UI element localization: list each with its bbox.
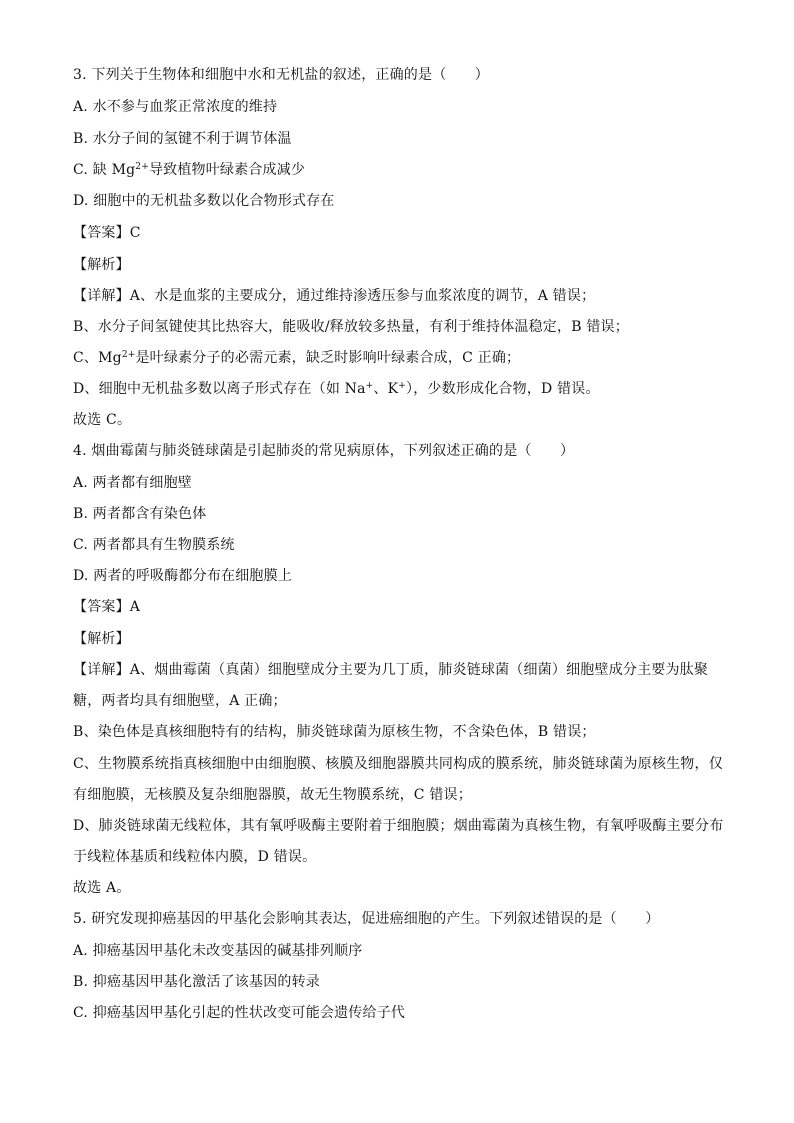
question-3-option-b: B. 水分子间的氢键不利于调节体温 [73,131,292,147]
question-5-option-c: C. 抑癌基因甲基化引起的性状改变可能会遗传给子代 [73,1005,406,1021]
question-3-option-c [73,161,723,179]
question-4-option-b: B. 两者都含有染色体 [73,506,207,522]
question-4-detail-c-line2: 有细胞膜，无核膜及复杂细胞器膜，故无生物膜系统，C 错误； [73,787,472,803]
detail-d-superscript-na: + [365,381,374,391]
question-5-option-b: B. 抑癌基因甲基化激活了该基因的转录 [73,974,320,990]
question-4-detail-c-line1: C、生物膜系统指真核细胞中由细胞膜、核膜及细胞器膜共同构成的膜系统，肺炎链球菌为原核生物，仅 [73,756,723,772]
question-4-detail-a-line1: 【详解】A、烟曲霉菌（真菌）细胞壁成分主要为几丁质，肺炎链球菌（细菌）细胞壁成分主要为肽聚 [73,662,709,678]
detail-c-superscript: 2+ [121,350,136,360]
option-c-text-pre: C. 缺 Mg [73,162,136,178]
question-3-detail-b: B、水分子间氢键使其比热容大，能吸收/释放较多热量，有利于维持体温稳定，B 错误； [73,319,629,335]
question-3-detail-c [73,349,723,367]
question-3-stem: 3. 下列关于生物体和细胞中水和无机盐的叙述，正确的是（ ） [73,67,490,83]
detail-d-pre: D、细胞中无机盐多数以离子形式存在（如 Na [73,381,366,397]
question-3-option-d: D. 细胞中的无机盐多数以化合物形式存在 [73,193,335,209]
question-5-option-a: A. 抑癌基因甲基化未改变基因的碱基排列顺序 [73,943,363,959]
question-3-detail-d [73,380,723,398]
question-3-answer: 【答案】C [73,225,141,241]
question-3-analysis-label: 【解析】 [73,257,130,273]
option-c-superscript: 2+ [135,162,149,172]
question-3-option-a: A. 水不参与血浆正常浓度的维持 [73,99,278,115]
question-4-option-d: D. 两者的呼吸酶都分布在细胞膜上 [73,568,293,584]
question-3-detail-a: 【详解】A、水是血浆的主要成分，通过维持渗透压参与血浆浓度的调节，A 错误； [73,288,596,304]
detail-d-mid: 、K [373,381,399,397]
question-4-detail-a-line2: 糖，两者均具有细胞壁，A 正确； [73,693,287,709]
option-c-text-post: 导致植物叶绿素合成减少 [148,162,306,178]
question-4-analysis-label: 【解析】 [73,631,130,647]
question-4-detail-b: B、染色体是真核细胞特有的结构，肺炎链球菌为原核生物，不含染色体，B 错误； [73,724,596,740]
question-5-stem: 5. 研究发现抑癌基因的甲基化会影响其表达，促进癌细胞的产生。下列叙述错误的是（ ） [73,911,660,927]
question-4-option-a: A. 两者都有细胞壁 [73,475,193,491]
question-4-conclusion: 故选 A。 [73,880,131,896]
question-3-conclusion: 故选 C。 [73,412,132,428]
detail-c-pre: C、Mg [73,350,122,366]
detail-d-post: ），少数形成化合物，D 错误。 [406,381,600,397]
question-4-stem: 4. 烟曲霉菌与肺炎链球菌是引起肺炎的常见病原体，下列叙述正确的是（ ） [73,443,575,459]
detail-c-post: 是叶绿素分子的必需元素，缺乏时影响叶绿素合成，C 正确； [135,350,521,366]
question-4-option-c: C. 两者都具有生物膜系统 [73,537,235,553]
question-4-detail-d-line1: D、肺炎链球菌无线粒体，其有氧呼吸酶主要附着于细胞膜；烟曲霉菌为真核生物，有氧呼吸酶主要分布 [73,818,724,834]
question-4-detail-d-line2: 于线粒体基质和线粒体内膜，D 错误。 [73,849,317,865]
question-4-answer: 【答案】A [73,599,141,615]
detail-d-superscript-k: + [398,381,407,391]
